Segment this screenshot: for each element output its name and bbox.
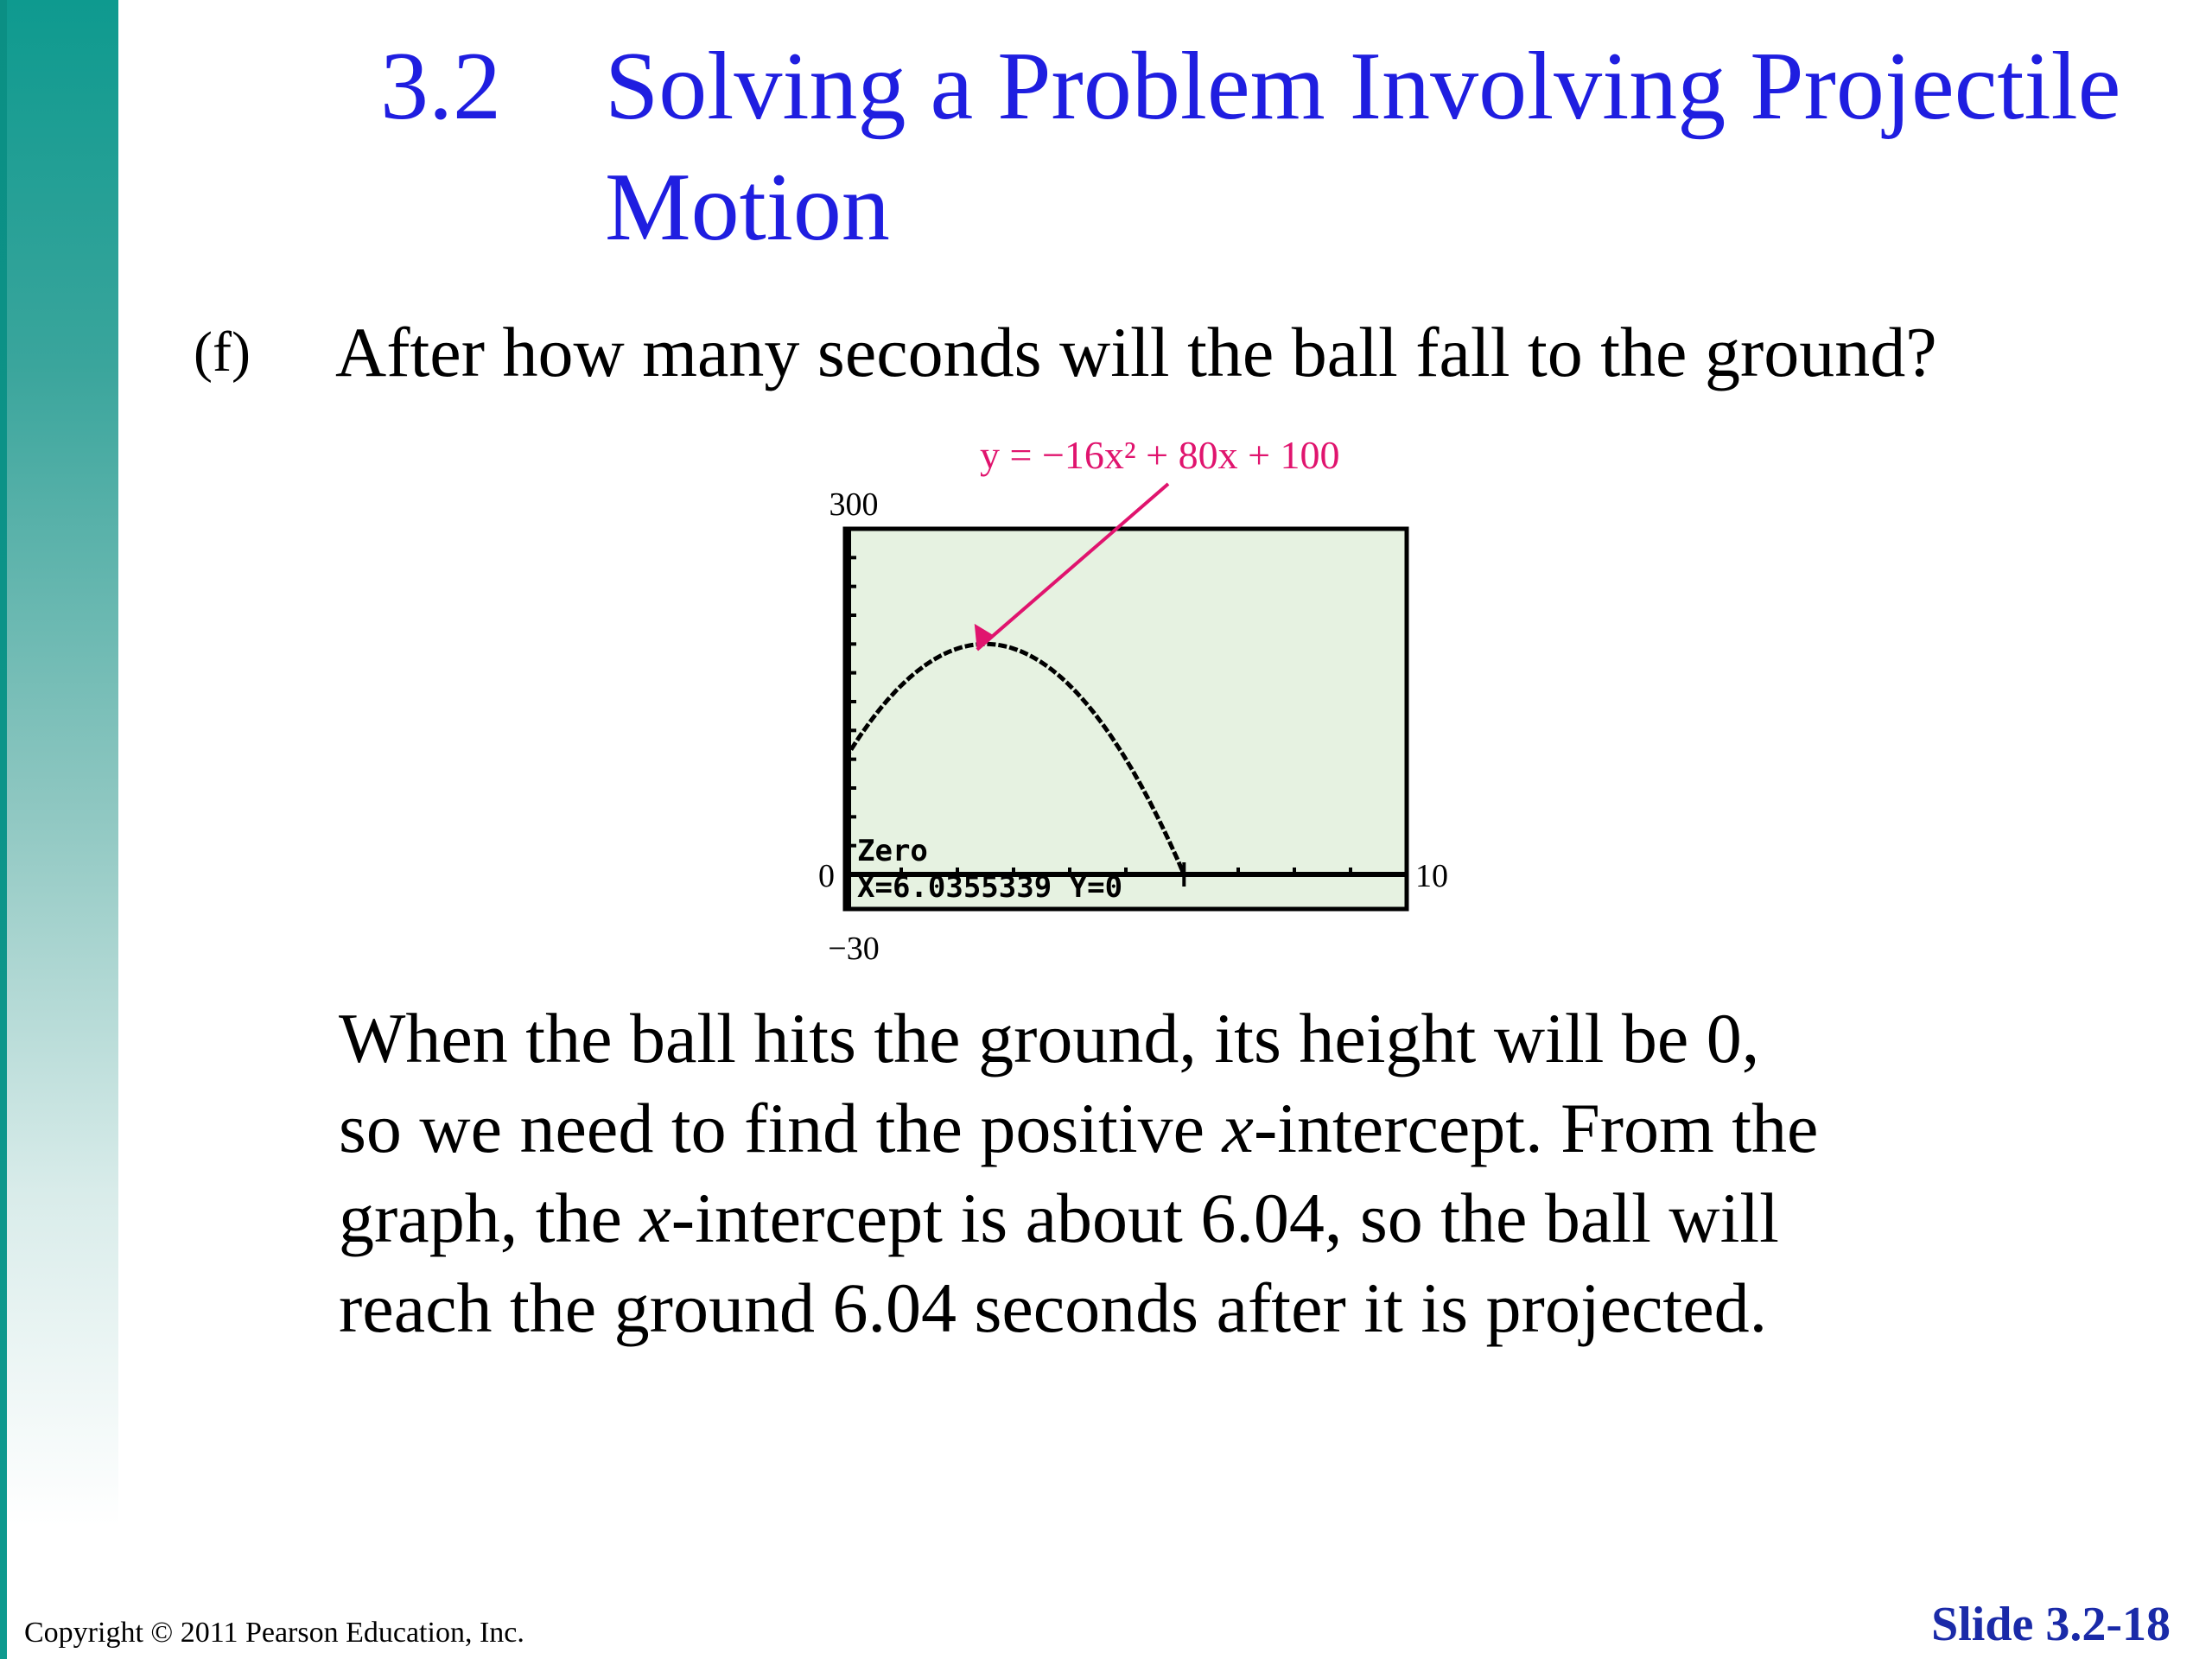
answer-line-3a: graph, the — [339, 1179, 640, 1257]
slide-number: Slide 3.2-18 — [1931, 1598, 2171, 1651]
side-decoration-edge — [0, 0, 7, 1659]
equation-label: y = −16x² + 80x + 100 — [980, 433, 1340, 477]
answer-line-1: When the ball hits the ground, its height will be 0, — [339, 999, 1760, 1077]
answer-line-3b: -intercept is about 6.04, so the ball will — [671, 1179, 1779, 1257]
answer-paragraph — [339, 994, 1980, 1353]
answer-line-4: reach the ground 6.04 seconds after it is projected. — [339, 1268, 1768, 1347]
answer-line-2b: -intercept. From the — [1253, 1089, 1819, 1167]
answer-var-x-2: x — [639, 1179, 671, 1257]
answer-var-x-1: x — [1222, 1089, 1254, 1167]
x-max-label: 10 — [1415, 858, 1448, 894]
y-min-label: −30 — [828, 931, 880, 967]
screen-text-zero: Zero — [857, 834, 928, 868]
y-max-label: 300 — [829, 486, 879, 523]
question-text: After how many seconds will the ball fall to the ground? — [335, 313, 1937, 391]
calculator-graph-figure — [778, 415, 1486, 968]
answer-line-2a: so we need to find the positive — [339, 1089, 1223, 1167]
section-number: 3.2 — [380, 33, 501, 140]
side-decoration-band — [0, 0, 118, 1659]
slide-title — [380, 26, 2177, 268]
graph-svg — [778, 415, 1486, 968]
screen-text-coordinates: X=6.0355339 Y=0 — [857, 870, 1123, 905]
copyright-notice: Copyright © 2011 Pearson Education, Inc. — [24, 1617, 524, 1649]
title-text: Solving a Problem Involving Projectile Motion — [605, 33, 2121, 261]
x-min-label: 0 — [818, 858, 835, 894]
question-marker: (f) — [194, 321, 251, 384]
calculator-screen — [845, 529, 1407, 909]
